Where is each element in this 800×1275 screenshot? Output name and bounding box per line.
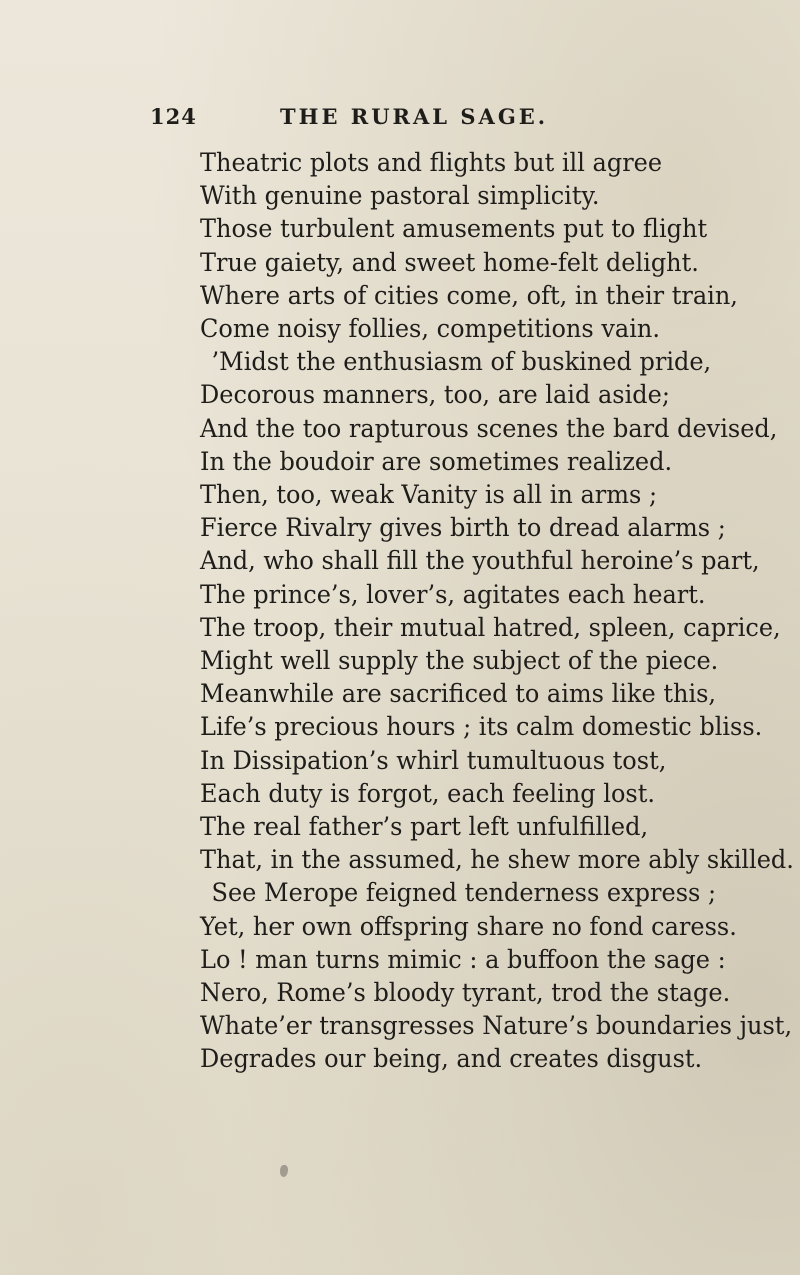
poem-line: With genuine pastoral simplicity.	[200, 181, 600, 211]
running-title: THE RURAL SAGE.	[280, 104, 549, 129]
poem-line: In the boudoir are sometimes realized.	[200, 446, 673, 476]
poem-line: Where arts of cities come, oft, in their train,	[200, 280, 738, 310]
poem-line: Life’s precious hours ; its calm domestic bliss.	[200, 712, 763, 742]
poem-line: Lo ! man turns mimic : a buffoon the sage :	[200, 944, 726, 974]
poem-line: True gaiety, and sweet home-felt delight.	[200, 247, 699, 277]
poem-line: Decorous manners, too, are laid aside;	[200, 380, 670, 410]
poem-line: See Merope feigned tenderness express ;	[211, 878, 717, 908]
page-header	[150, 98, 750, 138]
poem-line: The real father’s part left unfulfilled,	[200, 812, 649, 842]
ink-speck	[280, 1165, 288, 1177]
poem-line: ’Midst the enthusiasm of buskined pride,	[211, 347, 712, 377]
poem-line: Come noisy follies, competitions vain.	[200, 314, 660, 344]
poem-line: The prince’s, lover’s, agitates each heart.	[200, 579, 706, 609]
poem-line: Those turbulent amusements put to flight	[200, 214, 708, 244]
poem-line: That, in the assumed, he shew more ably skilled.	[200, 845, 794, 875]
poem-line: Yet, her own offspring share no fond caress.	[200, 911, 737, 941]
poem-line: And, who shall fill the youthful heroine’s part,	[200, 546, 760, 576]
poem-line: Theatric plots and flights but ill agree	[200, 148, 663, 177]
poem-line: In Dissipation’s whirl tumultuous tost,	[200, 745, 667, 775]
poem-line: Then, too, weak Vanity is all in arms ;	[200, 480, 658, 510]
poem-line: Whate’er transgresses Nature’s boundaries just,	[200, 1011, 793, 1041]
poem-line: Nero, Rome’s bloody tyrant, trod the stage.	[200, 978, 731, 1008]
poem-line: The troop, their mutual hatred, spleen, caprice,	[200, 612, 781, 642]
poem-line: Fierce Rivalry gives birth to dread alarms ;	[200, 513, 726, 543]
poem-line: Might well supply the subject of the piece.	[200, 646, 719, 676]
poem-line: And the too rapturous scenes the bard devised,	[200, 413, 778, 443]
poem-line: Each duty is forgot, each feeling lost.	[200, 778, 655, 808]
page-number: 124	[150, 104, 197, 129]
poem-text	[200, 146, 794, 1076]
poem-line: Degrades our being, and creates disgust.	[200, 1044, 703, 1074]
poem-line: Meanwhile are sacrificed to aims like this,	[200, 679, 717, 709]
